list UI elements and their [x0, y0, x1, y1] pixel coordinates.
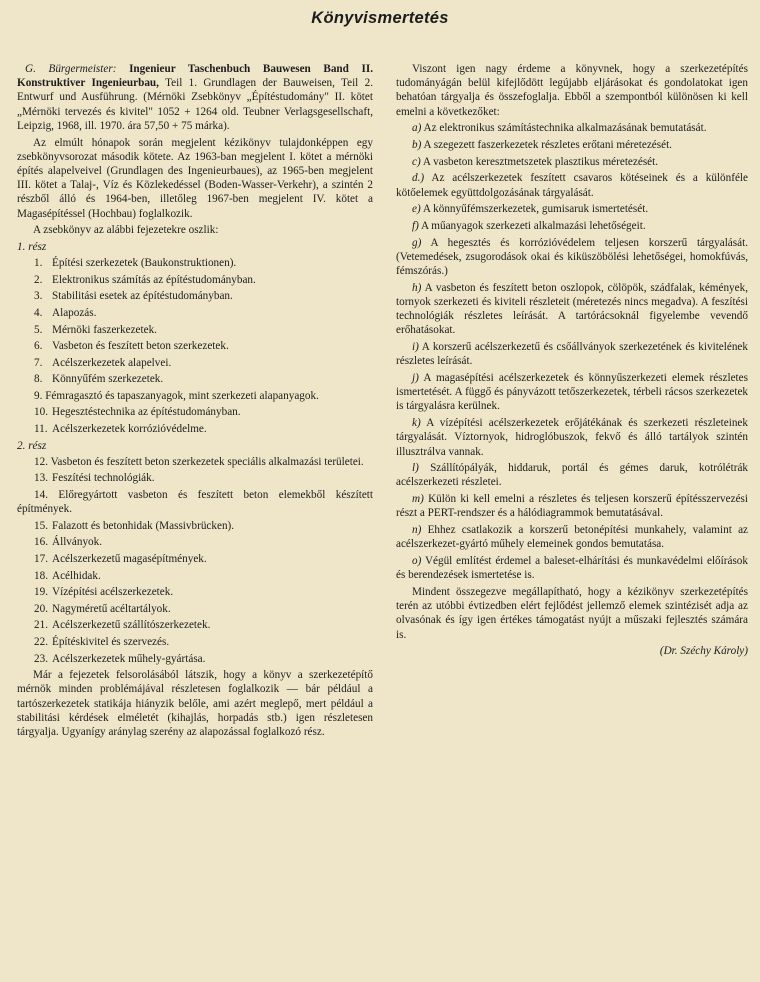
chapter-item [17, 519, 373, 533]
highlight-letter: i) [412, 341, 419, 354]
chapter-number: 19. [34, 586, 48, 599]
book-author: G. Bürgermeister: [25, 63, 117, 75]
chapter-title: Acélszerkezetek alapelvei. [52, 356, 172, 369]
highlight-text: A szegezett faszerkezetek részletes erőtani méretezését. [423, 139, 672, 152]
highlight-text: Az elektronikus számítástechnika alkalmazásának bemutatását. [423, 122, 707, 135]
page-title: Könyvismertetés [311, 9, 449, 27]
highlight-letter: a) [412, 122, 422, 135]
chapter-title: Elektronikus számítás az építéstudományban. [52, 273, 256, 286]
highlight-item [396, 492, 748, 520]
chapter-title: Falazott és betonhidak (Massivbrücken). [52, 519, 235, 532]
chapter-item [17, 618, 373, 632]
chapter-title: Vasbeton és feszített beton szerkezetek speciális alkalmazási területei. [50, 455, 364, 468]
closing-paragraph-left: Már a fejezetek felsorolásából látszik, hogy a könyv a szerkezetépítő mérnök minden problémájával részletesen foglalkozik — bár például a tartószerkezetek statikája hiányzik belőle, ami azért meglepő, mert például a stabilitási kérdések elméletét (kihajlás, horpadás stb.) igen részletesen tárgyalja. Ugyanígy aránylag szerény az alapozással foglalkozó rész. [17, 669, 373, 739]
chapter-item [17, 552, 373, 566]
chapter-number: 9. [34, 389, 43, 402]
highlight-item [396, 554, 748, 582]
chapter-item [17, 273, 373, 287]
highlight-text: A vasbeton keresztmetszetek plasztikus méretezését. [422, 155, 659, 168]
chapter-item [17, 323, 373, 337]
chapter-title: Vízépítési acélszerkezetek. [52, 586, 174, 599]
highlight-letter: h) [412, 281, 422, 294]
highlight-item [396, 371, 748, 414]
chapter-number: 8. [34, 373, 43, 386]
chapter-item [17, 635, 373, 649]
highlight-item [396, 236, 748, 279]
highlight-item [396, 202, 748, 216]
chapter-title: Fémragasztó és tapaszanyagok, mint szerkezeti alapanyagok. [45, 389, 319, 402]
part-1-list [17, 256, 373, 436]
chapter-item [17, 372, 373, 386]
chapter-title: Nagyméretű acéltartályok. [52, 602, 171, 615]
chapter-number: 20. [34, 602, 48, 615]
chapter-item [17, 488, 373, 516]
chapter-number: 7. [34, 356, 43, 369]
paragraph-2: Az elmúlt hónapok során megjelent kézikönyv tulajdonképpen egy zsebkönyvsorozat második kötete. Az 1963-ban megjelent I. kötet a mérnöki építés alapelveivel (Grundlagen des Ingenieurbaues), az 1965-ben megjelent III. kötet a Talaj-, Víz és Közlekedéssel (Boden-Wasser-Verkehr), a szintén 2 részből álló és 1964-ben, illetőleg 1967-ben megjelent IV. kötet a Magasépítéssel (Hochbau) foglalkozik. [17, 136, 373, 220]
chapter-number: 1. [34, 257, 43, 270]
highlight-item [396, 219, 748, 233]
chapter-title: Hegesztéstechnika az építéstudományban. [52, 406, 241, 419]
closing-paragraph-right: Mindent összegezve megállapítható, hogy a kézikönyv szerkezetépítés terén az utóbbi évtizedben elért fejlődést jellemző elemek szintézisét adja az olvasónak és így igen értékes támogatást nyújt a műszaki fejlesztés számára is. [396, 585, 748, 641]
highlight-text: A vízépítési acélszerkezetek erőjátékának és szerkezeti részleteinek tárgyalását. Víztornyok, hidroglóbuszok, fekvő és álló tartályok szintén illusztrálva vannak. [396, 417, 748, 458]
highlight-item [396, 340, 748, 368]
part-2-label: 2. rész [17, 439, 47, 452]
chapter-item [17, 389, 373, 403]
chapter-number: 2. [34, 273, 43, 286]
highlight-text: Végül említést érdemel a baleset-elhárítási és munkavédelmi előírások és berendezések ismertetése is. [396, 555, 748, 582]
chapter-number: 21. [34, 619, 48, 632]
chapter-item [17, 356, 373, 370]
chapter-number: 5. [34, 323, 43, 336]
chapter-item [17, 569, 373, 583]
chapter-item [17, 422, 373, 436]
highlight-text: A magasépítési acélszerkezetek és könnyűszerkezeti elemek részletes ismertetését. A függő és pányvázott tetőszerkezetek, térbeli rácsos szerkezetek is tárgyalásra kerülnek. [396, 372, 748, 413]
chapter-item [17, 652, 373, 666]
part-2-list [17, 455, 373, 666]
highlight-item [396, 281, 748, 338]
highlight-letter: o) [412, 555, 422, 567]
chapter-title: Könnyűfém szerkezetek. [52, 373, 164, 386]
chapter-number: 6. [34, 340, 43, 353]
chapter-title: Acélszerkezetek műhely-gyártása. [52, 652, 206, 665]
highlight-letter: e) [412, 203, 421, 216]
highlight-item [396, 416, 748, 459]
highlight-item [396, 461, 748, 489]
book-details: Teil 1. Grundlagen der Bauweisen, Teil 2. Entwurf und Ausführung. (Mérnöki Zsebkönyv „Építéstudomány" II. kötet „Mérnöki tervezés és kivitel" 1052 + 1264 old. Teubner Verlagsgesellschaft, Leipzig, 1968, ill. 1970. ára 57,50 + 75 márka). [17, 77, 373, 132]
highlight-list [396, 121, 748, 582]
highlight-text: A hegesztés és korrózióvédelem teljesen korszerű tárgyalását. (Vetemedések, zsugorodások okai és kiküszöbölési lehetőségei, homokfúvás, fémszórás.) [396, 236, 748, 278]
chapter-title: Acélszerkezetű magasépítmények. [52, 553, 207, 566]
chapter-item [17, 471, 373, 485]
chapter-item [17, 455, 373, 469]
chapter-title: Állványok. [52, 536, 103, 549]
chapter-number: 4. [34, 306, 43, 319]
highlight-text: A műanyagok szerkezeti alkalmazási lehetőségeit. [421, 220, 646, 233]
chapter-item [17, 602, 373, 616]
highlight-text: Ehhez csatlakozik a korszerű betonépítési munkahely, valamint az acélszerkezet-gyártó műhely elemeinek gondos bemutatása. [396, 524, 748, 551]
highlight-letter: b) [412, 139, 422, 152]
reviewer-signature: (Dr. Széchy Károly) [659, 645, 748, 658]
chapter-title: Előregyártott vasbeton és feszített beton elemekből készített építmények. [17, 489, 374, 516]
chapter-title: Acélszerkezetek korrózióvédelme. [52, 423, 207, 436]
chapter-item [17, 256, 373, 270]
chapter-title: Acélszerkezetű szállítószerkezetek. [52, 619, 211, 632]
book-title: Ingenieur Taschenbuch Bauwesen Band II. Konstruktiver Ingenieurbau, [17, 63, 373, 90]
part-1-label: 1. rész [17, 240, 47, 253]
chapter-item [17, 535, 373, 549]
highlight-item [396, 138, 748, 152]
right-column [396, 62, 748, 661]
highlight-letter: g) [412, 236, 422, 249]
highlight-item [396, 171, 748, 199]
chapter-title: Vasbeton és feszített beton szerkezetek. [52, 340, 229, 353]
chapter-title: Alapozás. [52, 306, 97, 319]
highlight-letter: m) [412, 493, 424, 506]
chapter-item [17, 306, 373, 320]
chapter-number: 15. [34, 519, 48, 532]
chapter-number: 22. [34, 636, 48, 649]
chapter-title: Építéskivitel és szervezés. [52, 636, 170, 649]
chapter-number: 11. [34, 423, 48, 436]
highlight-text: A korszerű acélszerkezetű és csőállványok szerkezetének és kivitelének részletes leírását. [396, 341, 748, 368]
chapter-number: 14. [34, 489, 48, 502]
chapter-number: 13. [34, 472, 48, 485]
chapter-number: 17. [34, 553, 48, 566]
highlight-text: Az acélszerkezetek feszített csavaros kötéseinek és a különféle kötőelemek együttdolgozásának tárgyalását. [396, 172, 748, 199]
highlight-letter: f) [412, 220, 419, 233]
highlight-text: Külön ki kell emelni a részletes és teljesen korszerű építésszervezési részt a PERT-rendszer és a hálódiagrammok bemutatásával. [396, 493, 748, 520]
highlight-text: Szállítópályák, hiddaruk, portál és gémes daruk, kotrólétrák acélszerkezeti részletei. [396, 462, 749, 489]
chapter-title: Stabilitási esetek az építéstudományban. [52, 290, 233, 303]
chapter-item [17, 289, 373, 303]
highlight-letter: d.) [412, 172, 425, 185]
highlight-text: A könnyűfémszerkezetek, gumisaruk ismertetését. [422, 203, 649, 216]
chapter-item [17, 585, 373, 599]
highlight-item [396, 155, 748, 169]
chapter-title: Építési szerkezetek (Baukonstruktionen). [52, 257, 237, 270]
chapter-item [17, 405, 373, 419]
chapter-title: Acélhidak. [52, 569, 101, 582]
chapter-number: 16. [34, 536, 48, 549]
highlight-text: A vasbeton és feszített beton oszlopok, cölöpök, szádfalak, kémények, tornyok szerkezeti és kiviteli részleteit (méretezés nincs megadva). A feszítési technológiák részletes leírását. A tartórácsoknál figyelembe vevendő erőhatásokat. [396, 281, 748, 337]
chapter-number: 3. [34, 290, 43, 303]
chapter-number: 23. [34, 652, 48, 665]
chapter-number: 12. [34, 455, 48, 468]
intro-paragraph [17, 62, 373, 133]
highlight-item [396, 523, 748, 551]
right-intro-paragraph: Viszont igen nagy érdeme a könyvnek, hogy a szerkezetépítés tudományágán belül kifejlődött legújabb eljárásokat és gondolatokat igen behatóan tárgyalja és összefoglalja. Ebből a szempontból különösen ki kell emelni a következőket: [396, 63, 748, 118]
highlight-letter: n) [412, 524, 422, 537]
highlight-letter: k) [412, 417, 421, 430]
paragraph-3: A zsebkönyv az alábbi fejezetekre oszlik: [33, 224, 219, 237]
left-column [17, 62, 373, 742]
highlight-letter: j) [412, 372, 419, 385]
chapter-number: 18. [34, 569, 48, 582]
chapter-number: 10. [34, 406, 48, 419]
highlight-item [396, 121, 748, 135]
highlight-letter: c) [412, 155, 421, 168]
highlight-letter: l) [412, 462, 419, 475]
chapter-title: Feszítési technológiák. [52, 472, 155, 485]
chapter-item [17, 339, 373, 353]
chapter-title: Mérnöki faszerkezetek. [52, 323, 157, 336]
